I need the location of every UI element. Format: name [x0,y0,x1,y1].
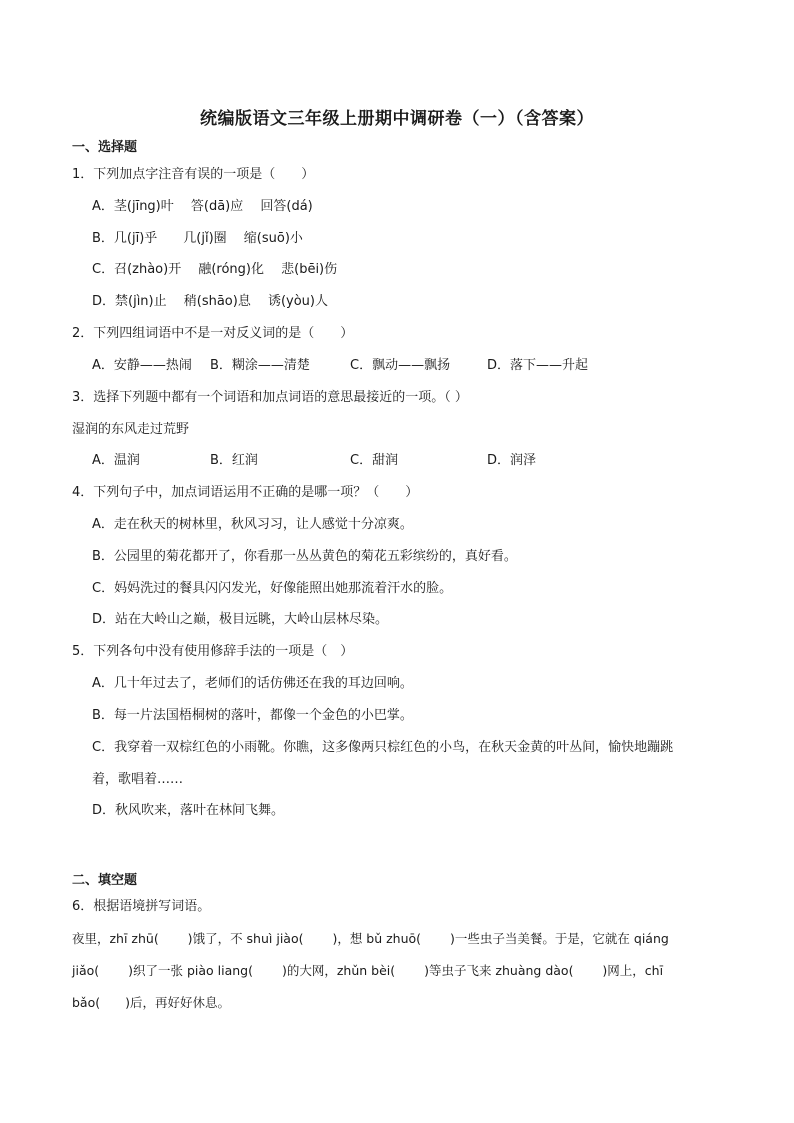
question-4-option-b: B．公园里的菊花都开了，你看那一丛丛黄色的菊花五彩缤纷的，真好看。 [92,549,517,564]
question-2-option-b: B．糊涂——清楚 [210,358,310,373]
question-3-stem: 3．选择下列题中都有一个词语和加点词语的意思最接近的一项。（ ） [72,390,468,405]
question-5-option-a: A．几十年过去了，老师们的话仿佛还在我的耳边回响。 [92,676,413,691]
question-3-option-c: C．甜润 [350,453,399,468]
question-1-stem: 1．下列加点字注音有误的一项是（ ） [72,167,315,182]
question-1-option-d: D．禁(jìn)止 稍(shāo)息 诱(yòu)人 [92,294,328,309]
question-6-passage-line2: jiǎo( )织了一张 piào liang( )的大网，zhǔn bèi( )等虫子飞来 zhuàng dào( )网上，chī [72,963,664,978]
question-2-option-a: A．安静——热闹 [92,358,192,373]
question-2-option-d: D．落下——升起 [487,358,589,373]
question-4-option-c: C．妈妈洗过的餐具闪闪发光，好像能照出她那流着汗水的脸。 [92,581,453,596]
question-6-stem: 6．根据语境拼写词语。 [72,899,211,914]
question-3-option-b: B．红润 [210,453,258,468]
question-6-passage-line1: 夜里，zhī zhū( )饿了，不 shuì jiào( )，想 bǔ zhuō( )一些虫子当美餐。于是，它就在 qiáng [72,931,669,946]
question-1-option-b: B．几(jī)乎 几(jǐ)圈 缩(suō)小 [92,231,303,246]
section-heading-fill: 二、填空题 [72,873,138,888]
question-3-sentence: 湿润的东风走过荒野 [72,422,190,437]
question-6-passage-line3: bǎo( )后，再好好休息。 [72,995,230,1010]
question-2-stem: 2．下列四组词语中不是一对反义词的是（ ） [72,326,354,341]
question-1-option-a: A．茎(jīng)叶 答(dā)应 回答(dá) [92,199,313,214]
question-4-option-d: D．站在大岭山之巅，极目远眺，大岭山层林尽染。 [92,612,389,627]
question-3-option-a: A．温润 [92,453,140,468]
question-3-option-d: D．润泽 [487,453,537,468]
section-heading-choice: 一、选择题 [72,140,138,155]
question-5-option-d: D．秋风吹来，落叶在林间飞舞。 [92,803,285,818]
question-4-option-a: A．走在秋天的树林里，秋风习习，让人感觉十分凉爽。 [92,517,413,532]
page-title: 统编版语文三年级上册期中调研卷（一）（含答案） [200,109,594,129]
question-1-option-c: C．召(zhào)开 融(róng)化 悲(bēi)伤 [92,262,338,277]
question-5-option-c-line2: 着，歌唱着…… [92,772,184,787]
question-5-option-c-line1: C．我穿着一双棕红色的小雨靴。你瞧，这多像两只棕红色的小鸟，在秋天金黄的叶丛间，愉快地蹦跳 [92,740,674,755]
question-4-stem: 4．下列句子中，加点词语运用不正确的是哪一项？（ ） [72,485,419,500]
question-5-option-b: B．每一片法国梧桐树的落叶，都像一个金色的小巴掌。 [92,708,413,723]
question-2-option-c: C．飘动——飘扬 [350,358,451,373]
question-5-stem: 5．下列各句中没有使用修辞手法的一项是（ ） [72,644,354,659]
